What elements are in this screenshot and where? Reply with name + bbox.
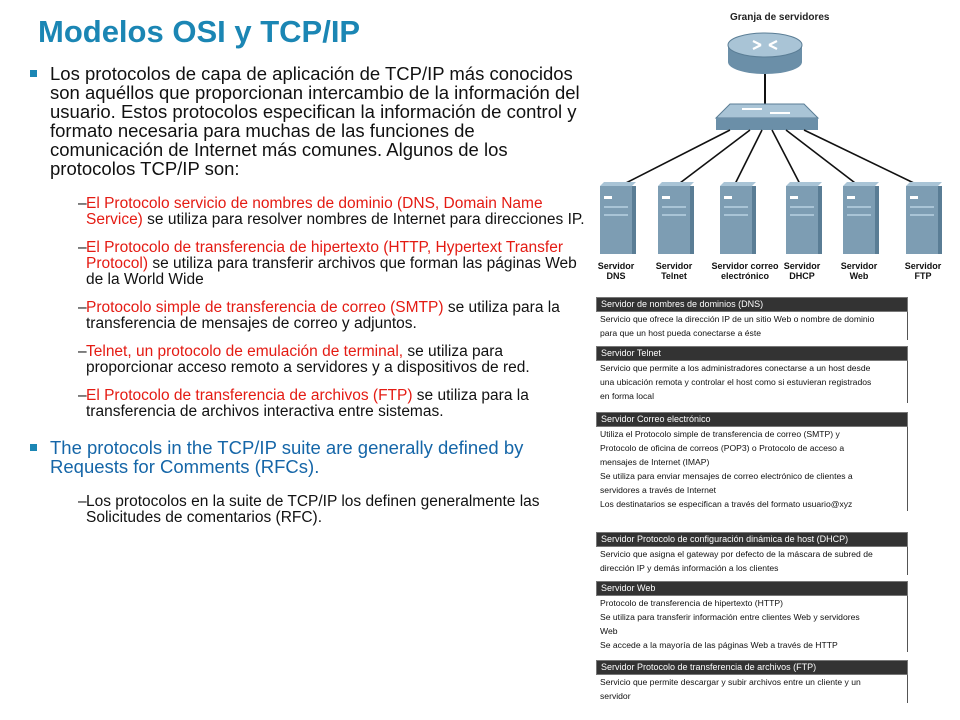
protocol-item-ftp: – El Protocolo de transferencia de archivos (FTP) se utiliza para la transferencia de archivos interactiva entre sistemas. — [78, 387, 529, 420]
server-links — [620, 130, 920, 186]
protocol-item-telnet: – Telnet, un protocolo de emulación de terminal, se utiliza para proporcionar acceso remoto a servidores y a dispositivos de red. — [78, 343, 530, 376]
protocol-item-smtp: – Protocolo simple de transferencia de correo (SMTP) se utiliza para la transferencia de mensajes de correo y adjuntos. — [78, 299, 560, 332]
bullet-second-text: The protocols in the TCP/IP suite are generally defined by Requests for Comments (RFCs). — [50, 437, 524, 477]
server-ftp-icon — [906, 182, 942, 254]
protocol-item-http: – El Protocolo de transferencia de hipertexto (HTTP, Hypertext Transfer Protocol) se utiliza para transferir archivos que forman las páginas Web de la World Wide — [78, 239, 577, 288]
protocol-item-red: Protocolo simple de transferencia de correo (SMTP) — [86, 299, 444, 316]
protocol-item-rest: se utiliza para la transferencia de mensajes de correo y adjuntos. — [86, 299, 560, 332]
server-label-web: Servidor Web — [840, 261, 878, 281]
slide-title: Modelos OSI y TCP/IP — [38, 14, 361, 49]
protocol-item-red: El Protocolo servicio de nombres de dominio (DNS, Domain Name Service) — [86, 195, 543, 228]
sub-item-rfc-text: Los protocolos en la suite de TCP/IP los definen generalmente las Solicitudes de comentarios (RFC). — [86, 493, 540, 526]
protocol-item-rest: se utiliza para proporcionar acceso remoto a servidores y a dispositivos de red. — [86, 343, 530, 376]
sub-item-rfc: – Los protocolos en la suite de TCP/IP los definen generalmente las Solicitudes de comentarios (RFC). — [78, 493, 540, 526]
switch-icon — [716, 104, 818, 130]
bullet-square-icon — [30, 70, 37, 77]
server-label-dhcp: Servidor DHCP — [783, 261, 821, 281]
router-icon — [728, 33, 802, 74]
panel-heading: Servidor Telnet — [596, 346, 908, 361]
server-web-icon — [843, 182, 879, 254]
protocol-item-red: El Protocolo de transferencia de hipertexto (HTTP, Hypertext Transfer Protocol) — [86, 239, 563, 272]
protocol-item-rest: se utiliza para la transferencia de archivos interactiva entre sistemas. — [86, 387, 529, 420]
protocol-item-red: El Protocolo de transferencia de archivos (FTP) — [86, 387, 413, 404]
server-label-ftp: Servidor FTP — [904, 261, 942, 281]
panel-heading: Servidor de nombres de dominios (DNS) — [596, 297, 908, 312]
bullet-main-text: Los protocolos de capa de aplicación de TCP/IP más conocidos son aquéllos que proporcionan intercambio de la información del usuario. Estos protocolos especifican la información de control y formato necesaria para muchas de las funciones de comunicación de Internet más comunes. Algunos de los protocolos TCP/IP son: — [50, 63, 580, 179]
panel-telnet: Servidor Telnet Servicio que permite a los administradores conectarse a un host desde una ubicación remota y controlar el host como si estuvieran registrados en forma local — [596, 346, 908, 403]
protocol-item-red: Telnet, un protocolo de emulación de terminal, — [86, 343, 404, 360]
panel-heading: Servidor Protocolo de configuración dinámica de host (DHCP) — [596, 532, 908, 547]
protocol-item-dns: – El Protocolo servicio de nombres de dominio (DNS, Domain Name Service) se utiliza para resolver nombres de Internet para direcciones IP. — [78, 195, 585, 228]
slide-content — [26, 64, 586, 526]
server-label-dns: Servidor DNS — [597, 261, 635, 281]
bullet-square-icon — [30, 444, 37, 451]
network-drawing — [590, 0, 960, 300]
panel-heading: Servidor Correo electrónico — [596, 412, 908, 427]
panel-ftp: Servidor Protocolo de transferencia de archivos (FTP) Servicio que permite descargar y subir archivos entre un cliente y un servidor — [596, 660, 908, 703]
bullet-second — [26, 438, 586, 476]
server-email-icon — [720, 182, 756, 254]
diagram-title: Granja de servidores — [730, 12, 830, 23]
panel-web: Servidor Web Protocolo de transferencia de hipertexto (HTTP) Se utiliza para transferir información entre clientes Web y servidores Web Se accede a la mayoría de las páginas Web a través de HTTP — [596, 581, 908, 652]
server-label-telnet: Servidor Telnet — [655, 261, 693, 281]
server-dns-icon — [600, 182, 636, 254]
protocol-item-rest: se utiliza para transferir archivos que forman las páginas Web de la World Wide — [86, 255, 577, 288]
server-farm-diagram — [590, 0, 960, 720]
protocol-item-rest: se utiliza para resolver nombres de Internet para direcciones IP. — [142, 211, 585, 228]
panel-dns: Servidor de nombres de dominios (DNS) Servicio que ofrece la dirección IP de un sitio Web o nombre de dominio para que un host pueda conectarse a éste — [596, 297, 908, 340]
server-dhcp-icon — [786, 182, 822, 254]
panel-heading: Servidor Protocolo de transferencia de archivos (FTP) — [596, 660, 908, 675]
server-telnet-icon — [658, 182, 694, 254]
server-label-email: Servidor correo electrónico — [711, 261, 779, 281]
panel-heading: Servidor Web — [596, 581, 908, 596]
panel-email: Servidor Correo electrónico Utiliza el Protocolo simple de transferencia de correo (SMTP) y Protocolo de oficina de correos (POP3) o Protocolo de acceso a mensajes de Internet (IMAP) Se utiliza para enviar mensajes de correo electrónico de clientes a servidores a través de Internet Los destinatarios se especifican a través del formato usuario@xyz — [596, 412, 908, 511]
panel-dhcp: Servidor Protocolo de configuración dinámica de host (DHCP) Servicio que asigna el gateway por defecto de la máscara de subred de dirección IP y demás información a los clientes — [596, 532, 908, 575]
bullet-main — [26, 64, 586, 178]
